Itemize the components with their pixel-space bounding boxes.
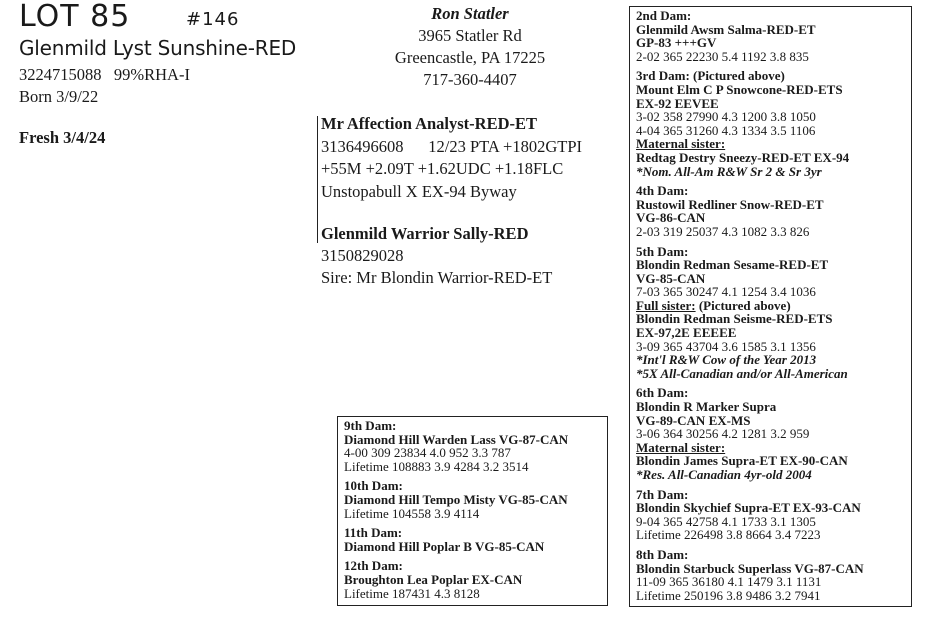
pedigree-line: 4-04 365 31260 4.3 1334 3.5 1106	[636, 122, 816, 138]
pedigree-line: EX-97,2E EEEEE	[636, 325, 737, 341]
lot-number: #146	[186, 9, 240, 30]
pedigree-line: Rustowil Redliner Snow-RED-ET	[636, 196, 824, 212]
pedigree-line: Blondin Redman Seisme-RED-ETS	[636, 311, 833, 327]
pedigree-line: Lifetime 108883 3.9 4284 3.2 3514	[344, 458, 529, 474]
dam-entry	[344, 479, 602, 520]
pedigree-line: EX-92 EEVEE	[636, 95, 719, 111]
dam-entry	[636, 69, 906, 178]
pedigree-line: Diamond Hill Warden Lass VG-87-CAN	[344, 431, 569, 447]
dam-entry	[636, 386, 906, 481]
pedigree-line: Diamond Hill Tempo Misty VG-85-CAN	[344, 491, 568, 507]
pedigree-line: 4-00 309 23834 4.0 952 3.3 787	[344, 445, 511, 461]
owner-phone: 717-360-4407	[423, 70, 517, 89]
pedigree-line: 2-03 319 25037 4.3 1082 3.3 826	[636, 223, 810, 239]
pedigree-box-dams-2-8	[629, 6, 912, 607]
pedigree-line: GP-83 +++GV	[636, 35, 717, 51]
pedigree-line: Blondin Starbuck Superlass VG-87-CAN	[636, 560, 864, 576]
animal-born-date: Born 3/9/22	[19, 87, 99, 106]
pedigree-line: Lifetime 226498 3.8 8664 3.4 7223	[636, 527, 821, 543]
pedigree-line: 2-02 365 22230 5.4 1192 3.8 835	[636, 48, 809, 64]
relation-note: (Pictured above)	[695, 297, 791, 313]
pedigree-line: 11-09 365 36180 4.1 1479 3.1 1131	[636, 574, 822, 590]
dam-sire: Sire: Mr Blondin Warrior-RED-ET	[321, 268, 553, 287]
sire-name: Mr Affection Analyst-RED-ET	[321, 114, 538, 133]
dam-entry	[636, 245, 906, 381]
dam-id: 3150829028	[321, 246, 404, 265]
dam-entry	[636, 548, 906, 602]
pedigree-line: Glenmild Awsm Salma-RED-ET	[636, 21, 816, 37]
sire-id-pta: 3136496608 12/23 PTA +1802GTPI	[321, 136, 582, 156]
dam-heading: 2nd Dam:	[636, 8, 692, 23]
pedigree-line: VG-89-CAN EX-MS	[636, 412, 751, 428]
dam-heading: 5th Dam:	[636, 243, 689, 259]
sire-traits: +55M +2.09T +1.62UDC +1.18FLC	[321, 159, 564, 178]
pedigree-line: Maternal sister:	[636, 136, 726, 152]
pedigree-line: Mount Elm C P Snowcone-RED-ETS	[636, 81, 843, 97]
pedigree-line: Blondin James Supra-ET EX-90-CAN	[636, 453, 848, 469]
dam-block	[321, 223, 552, 289]
pedigree-line: Diamond Hill Poplar B VG-85-CAN	[344, 538, 545, 554]
dam-heading: 8th Dam:	[636, 546, 689, 562]
owner-block	[360, 3, 580, 91]
pedigree-line: 9-04 365 42758 4.1 1733 3.1 1305	[636, 513, 816, 529]
pedigree-line: Lifetime 187431 4.3 8128	[344, 585, 480, 601]
dam-entry	[344, 526, 602, 553]
dam-heading: 10th Dam:	[344, 478, 403, 494]
pedigree-line: VG-85-CAN	[636, 270, 706, 286]
dam-entry	[344, 419, 602, 473]
animal-name: Glenmild Lyst Sunshine-RED	[19, 36, 297, 60]
dam-heading: 4th Dam:	[636, 183, 689, 199]
pedigree-line: Maternal sister:	[636, 439, 726, 455]
dam-entry	[344, 559, 602, 600]
lot-label: LOT 85	[19, 0, 131, 34]
pedigree-line: Broughton Lea Poplar EX-CAN	[344, 571, 523, 587]
pedigree-line: Lifetime 104558 3.9 4114	[344, 505, 480, 521]
pedigree-box-dams-9-12	[337, 416, 608, 606]
owner-name: Ron Statler	[431, 4, 509, 23]
pedigree-line: Blondin R Marker Supra	[636, 399, 777, 415]
pedigree-line: *5X All-Canadian and/or All-American	[636, 365, 848, 381]
pedigree-line	[636, 299, 906, 313]
pedigree-line: *Int'l R&W Cow of the Year 2013	[636, 352, 817, 368]
owner-city: Greencastle, PA 17225	[394, 48, 546, 67]
dam-entry	[636, 488, 906, 542]
pedigree-bracket-line	[317, 116, 318, 243]
pedigree-line: 3-02 358 27990 4.3 1200 3.8 1050	[636, 109, 816, 125]
dam-heading: 9th Dam:	[344, 418, 397, 433]
pedigree-line: VG-86-CAN	[636, 210, 706, 226]
dam-entry	[636, 9, 906, 63]
dam-heading: 6th Dam:	[636, 385, 689, 401]
sire-pedigree: Unstopabull X EX-94 Byway	[321, 181, 517, 201]
dam-heading: 3rd Dam: (Pictured above)	[636, 68, 785, 84]
animal-id-line: 3224715088 99%RHA-I	[19, 65, 190, 84]
pedigree-line: Lifetime 250196 3.8 9486 3.2 7941	[636, 587, 821, 603]
animal-fresh-date: Fresh 3/4/24	[19, 128, 106, 147]
pedigree-line: 3-09 365 43704 3.6 1585 3.1 1356	[636, 338, 816, 354]
pedigree-line: Blondin Skychief Supra-ET EX-93-CAN	[636, 500, 861, 516]
owner-street: 3965 Statler Rd	[418, 26, 522, 45]
dam-heading: 11th Dam:	[344, 525, 403, 541]
sire-block	[321, 113, 582, 203]
pedigree-line: Blondin Redman Sesame-RED-ET	[636, 257, 829, 273]
dam-heading: 12th Dam:	[344, 558, 403, 574]
pedigree-line: *Res. All-Canadian 4yr-old 2004	[636, 467, 812, 482]
relation-label: Full sister:	[636, 297, 696, 313]
dam-entry	[636, 184, 906, 238]
dam-heading: 7th Dam:	[636, 486, 689, 502]
pedigree-line: *Nom. All-Am R&W Sr 2 & Sr 3yr	[636, 163, 822, 179]
pedigree-line: 3-06 364 30256 4.2 1281 3.2 959	[636, 426, 810, 442]
dam-name: Glenmild Warrior Sally-RED	[321, 224, 529, 243]
pedigree-line: Redtag Destry Sneezy-RED-ET EX-94	[636, 149, 850, 165]
pedigree-line: 7-03 365 30247 4.1 1254 3.4 1036	[636, 284, 816, 300]
